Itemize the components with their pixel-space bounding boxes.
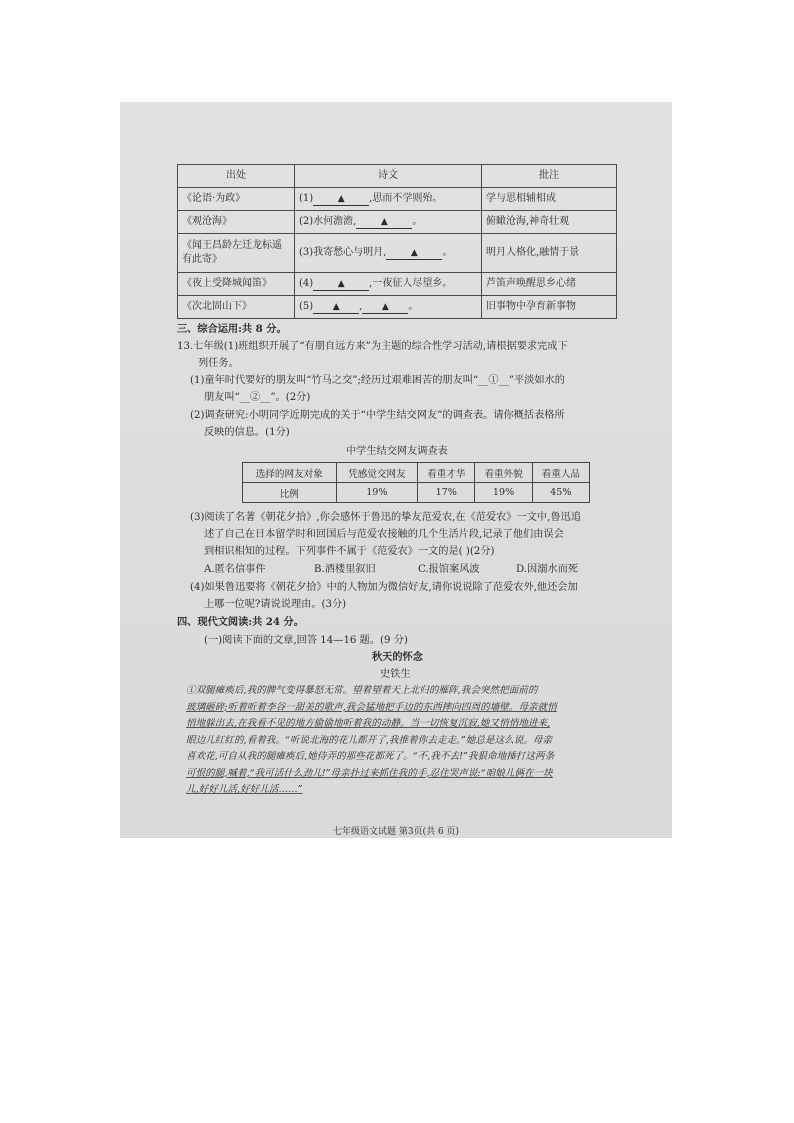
- triangle-icon: ▲: [332, 302, 340, 312]
- poem-text: ,一夜征人尽望乡。: [369, 278, 453, 289]
- table-row: [178, 273, 617, 296]
- survey-cell: 看重才华: [418, 463, 475, 483]
- row-source: 《次北固山下》: [178, 296, 295, 319]
- paragraph-line: 可恨的腿,喊着,“我可活什么劲儿!”母亲扑过来抓住我的手,忍住哭声说:“咱娘儿俩在一块: [186, 767, 553, 779]
- row-note: 学与思相辅相成: [482, 188, 617, 211]
- survey-cell: 凭感觉交网友: [336, 463, 418, 483]
- table-row: [178, 211, 617, 234]
- answer-blank[interactable]: [362, 301, 408, 314]
- row-poem: [295, 234, 482, 273]
- q13-2-text: (2)调查研究:小明同学近期完成的关于“中学生结交网友”的调查表。请你概括表格所: [190, 410, 565, 421]
- triangle-icon: ▲: [337, 279, 345, 289]
- row-source: 《观沧海》: [178, 211, 295, 234]
- poem-text: (2)水何澹澹,: [299, 216, 357, 227]
- poem-table: [177, 164, 617, 319]
- table-row: [178, 234, 617, 273]
- poem-text: ,思而不学则殆。: [369, 193, 443, 204]
- q13-3-text: 述了自己在日本留学时和回国后与范爱农接触的几个生活片段,记录了他们由误会: [204, 529, 564, 540]
- section4-heading: 四、现代文阅读:共 24 分。: [177, 616, 304, 628]
- row-poem: [295, 296, 482, 319]
- q13-text: 13.七年级(1)班组织开展了“有朋自远方来”为主题的综合性学习活动,请根据要求完成下: [177, 341, 568, 352]
- poem-text: (1): [299, 193, 314, 204]
- table-row: [243, 463, 590, 483]
- q13-4-text: (4)如果鲁迅要将《朝花夕拾》中的人物加为微信好友,请你说说除了范爱农外,他还会加: [190, 582, 578, 593]
- triangle-icon: ▲: [337, 194, 345, 204]
- survey-table: [242, 462, 590, 503]
- q13-1-text: 朋友叫“__②__”。(2分): [204, 392, 311, 403]
- survey-cell: 19%: [336, 483, 418, 503]
- survey-title: 中学生结交网友调查表: [346, 446, 448, 457]
- row-note: 明月人格化,融情于景: [482, 234, 617, 273]
- paragraph-line: 喜欢花,可自从我的腿瘫痪后,她侍弄的那些花都死了。“不,我不去!”我狠命地捶打这两条: [186, 751, 555, 762]
- answer-blank[interactable]: [313, 278, 369, 291]
- poem-text: 。: [442, 247, 453, 258]
- article-paragraph: [186, 683, 620, 799]
- section3-heading: 三、综合运用:共 8 分。: [177, 323, 287, 335]
- row-poem: [295, 188, 482, 211]
- survey-cell: 45%: [532, 483, 589, 503]
- poem-text: ,: [359, 301, 363, 312]
- q13-3-text: 到相识相知的过程。下列事件不属于《范爱农》一文的是( )(2分): [204, 546, 495, 557]
- table-row: [178, 296, 617, 319]
- table-row: [178, 188, 617, 211]
- triangle-icon: ▲: [381, 302, 389, 312]
- poem-table-header: [178, 165, 617, 188]
- scanned-page-photo: [120, 102, 672, 838]
- poem-text: 。: [412, 216, 423, 227]
- paragraph-line: 悄地躲出去,在我看不见的地方偷偷地听着我的动静。当一切恢复沉寂,她又悄悄地进来,: [186, 718, 551, 729]
- q13-text: 列任务。: [198, 358, 239, 369]
- row-note: 俯瞰沧海,神奇壮观: [482, 211, 617, 234]
- paragraph-line: ①双腿瘫痪后,我的脾气变得暴怒无常。望着望着天上北归的雁阵,我会突然把面前的: [186, 685, 538, 696]
- paragraph-line: 眼边儿红红的,看着我。“听说北海的花儿都开了,我推着你去走走。”她总是这么说。母亲: [186, 734, 553, 746]
- exam-sheet: [120, 102, 672, 838]
- row-source: 《夜上受降城闻笛》: [178, 273, 295, 296]
- answer-blank[interactable]: [313, 193, 369, 206]
- poem-text: (3)我寄愁心与明月,: [299, 247, 387, 258]
- row-poem: [295, 273, 482, 296]
- reading-instruction: (一)阅读下面的文章,回答 14—16 题。(9 分): [204, 635, 408, 646]
- q13-3-text: (3)阅读了名著《朝花夕拾》,你会感怀于鲁迅的挚友范爱农,在《范爱农》一文中,鲁迅追: [190, 512, 581, 523]
- article-title: 秋天的怀念: [372, 651, 423, 663]
- q13-1-text: (1)童年时代要好的朋友叫“竹马之交”;经历过艰难困苦的朋友叫“__①__”平淡如水的: [190, 375, 565, 386]
- row-source: 《论语·为政》: [178, 188, 295, 211]
- survey-cell: 看重人品: [532, 463, 589, 483]
- article-author: 史铁生: [380, 669, 411, 680]
- survey-cell: 19%: [475, 483, 532, 503]
- option-a: A.匿名信事件: [204, 564, 266, 575]
- triangle-icon: ▲: [410, 248, 418, 258]
- option-c: C.报馆案风波: [418, 564, 480, 575]
- poem-text: (5): [299, 301, 314, 312]
- answer-blank[interactable]: [386, 247, 442, 260]
- q13-2-text: 反映的信息。(1分): [204, 427, 290, 438]
- row-note: 旧事物中孕育新事物: [482, 296, 617, 319]
- page-footer: 七年级语文试题 第3页(共 6 页): [332, 827, 460, 837]
- row-source: 《闻王昌龄左迁龙标遥有此寄》: [178, 234, 295, 273]
- paragraph-line: 玻璃砸碎;听着听着李谷一甜美的歌声,我会猛地把手边的东西摔向四周的墙壁。母亲就悄: [186, 701, 557, 713]
- header-note: 批注: [482, 165, 617, 188]
- header-poem: 诗文: [295, 165, 482, 188]
- answer-blank[interactable]: [356, 216, 412, 229]
- survey-cell: 17%: [418, 483, 475, 503]
- row-poem: [295, 211, 482, 234]
- triangle-icon: ▲: [380, 217, 388, 227]
- survey-cell: 选择的网友对象: [243, 463, 337, 483]
- table-row: [243, 483, 590, 503]
- poem-text: (4): [299, 278, 314, 289]
- q13-4-text: 上哪一位呢?请说说理由。(3分): [204, 599, 347, 610]
- answer-blank[interactable]: [313, 301, 359, 314]
- survey-cell: 看重外貌: [475, 463, 532, 483]
- row-note: 芦笛声唤醒思乡心绪: [482, 273, 617, 296]
- paragraph-line: 儿,好好儿活,好好儿活……”: [186, 784, 303, 795]
- survey-cell: 比例: [243, 483, 337, 503]
- poem-text: 。: [408, 301, 419, 312]
- option-b: B.酒楼里叙旧: [314, 564, 376, 575]
- header-source: 出处: [178, 165, 295, 188]
- option-d: D.因溺水而死: [516, 564, 578, 575]
